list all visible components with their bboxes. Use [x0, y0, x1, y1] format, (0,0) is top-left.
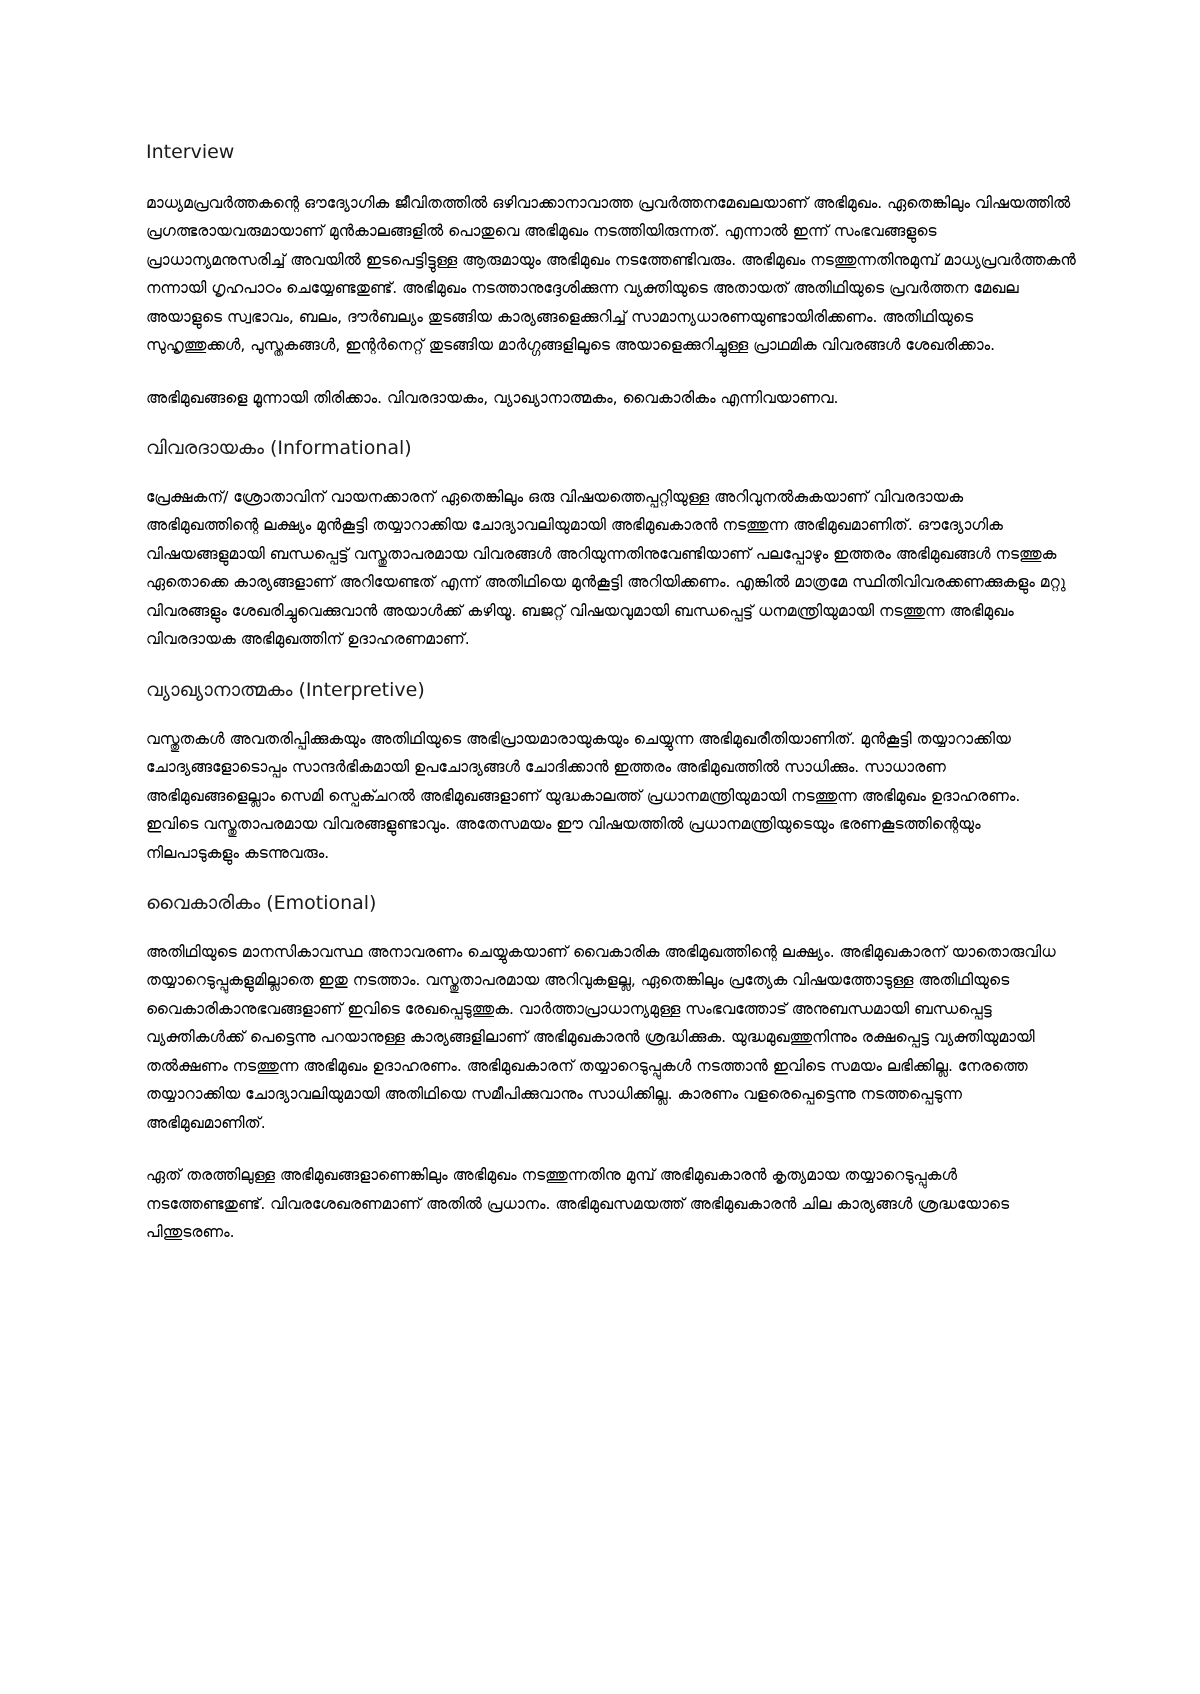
closing-paragraph: ഏത് തരത്തിലുള്ള അഭിമുഖങ്ങളാണെങ്കിലും അഭിമുഖം നടത്തുന്നതിനു മുമ്പ് അഭിമുഖകാരൻ കൃത്യമായ തയ്യാറെടുപ്പുകൾ നടത്തേണ്ടതുണ്ട്. വിവരശേഖരണമാണ് അതിൽ പ്രധാനം. അഭിമുഖസമയത്ത് അഭിമുഖകാരൻ ചില കാര്യങ്ങൾ ശ്രദ്ധയോടെ പിന്തുടരണം.	[146, 1166, 1010, 1242]
intro-paragraph: മാധ്യമപ്രവർത്തകന്റെ ഔദ്യോഗിക ജീവിതത്തിൽ ഒഴിവാക്കാനാവാത്ത പ്രവർത്തനമേഖലയാണ് അഭിമുഖം. ഏതെങ്കിലും വിഷയത്തിൽ പ്രഗത്ഭരായവരുമായാണ് മുൻകാലങ്ങളിൽ പൊതുവെ അഭിമുഖം നടത്തിയിരുന്നത്. എന്നാൽ ഇന്ന് സംഭവങ്ങളുടെ പ്രാധാന്യമനുസരിച്ച് അവയിൽ ഇടപെട്ടിട്ടുള്ള ആരുമായും അഭിമുഖം നടത്തേണ്ടിവരും. അഭിമുഖം നടത്തുന്നതിനുമുമ്പ് മാധ്യപ്രവർത്തകൻ നന്നായി ഗൃഹപാഠം ചെയ്യേണ്ടതുണ്ട്. അഭിമുഖം നടത്താനുദ്ദേശിക്കുന്ന വ്യക്തിയുടെ അതായത് അതിഥിയുടെ പ്രവർത്തന മേഖല അയാളുടെ സ്വഭാവം, ബലം, ദൗർബല്യം തുടങ്ങിയ കാര്യങ്ങളെക്കുറിച്ച് സാമാന്യധാരണയുണ്ടായിരിക്കണം. അതിഥിയുടെ സുഹൃത്തുക്കൾ, പുസ്തകങ്ങൾ, ഇന്റർനെറ്റ് തുടങ്ങിയ മാർഗ്ഗങ്ങളിലൂടെ അയാളെക്കുറിച്ചുള്ള പ്രാഥമിക വിവരങ്ങൾ ശേഖരിക്കാം.	[146, 193, 1076, 355]
section-body-informational: പ്രേക്ഷകന്/ ശ്രോതാവിന് വായനക്കാരന് ഏതെങ്കിലും ഒരു വിഷയത്തെപ്പറ്റിയുള്ള അറിവുനൽകുകയാണ് വിവരദായക അഭിമുഖത്തിന്റെ ലക്ഷ്യം മുൻകൂട്ടി തയ്യാറാക്കിയ ചോദ്യാവലിയുമായി അഭിമുഖകാരൻ നടത്തുന്ന അഭിമുഖമാണിത്. ഔദ്യോഗിക വിഷയങ്ങളുമായി ബന്ധപ്പെട്ട് വസ്തുതാപരമായ വിവരങ്ങൾ അറിയുന്നതിനുവേണ്ടിയാണ് പലപ്പോഴും ഇത്തരം അഭിമുഖങ്ങൾ നടത്തുക ഏതൊക്കെ കാര്യങ്ങളാണ് അറിയേണ്ടത് എന്ന് അതിഥിയെ മുൻകൂട്ടി അറിയിക്കണം. എങ്കിൽ മാത്രമേ സ്ഥിതിവിവരക്കണക്കുകളും മറ്റു വിവരങ്ങളും ശേഖരിച്ചുവെക്കുവാൻ അയാൾക്ക് കഴിയൂ. ബജറ്റ് വിഷയവുമായി ബന്ധപ്പെട്ട് ധനമന്ത്രിയുമായി നടത്തുന്ന അഭിമുഖം വിവരദായക അഭിമുഖത്തിന് ഉദാഹരണമാണ്.	[146, 487, 1066, 649]
types-paragraph: അഭിമുഖങ്ങളെ മൂന്നായി തിരിക്കാം. വിവരദായകം, വ്യാഖ്യാനാത്മകം, വൈകാരികം എന്നിവയാണവ.	[146, 388, 839, 407]
section-heading-informational: വിവരദായകം (Informational)	[146, 437, 412, 460]
section-body-emotional: അതിഥിയുടെ മാനസികാവസ്ഥ അനാവരണം ചെയ്യുകയാണ് വൈകാരിക അഭിമുഖത്തിന്റെ ലക്ഷ്യം. അഭിമുഖകാരന് യാതൊരുവിധ തയ്യാറെടുപ്പുകളുമില്ലാതെ ഇതു നടത്താം. വസ്തുതാപരമായ അറിവുകളല്ല, ഏതെങ്കിലും പ്രത്യേക വിഷയത്തോടുള്ള അതിഥിയുടെ വൈകാരികാനുഭവങ്ങളാണ് ഇവിടെ രേഖപ്പെടുത്തുക. വാർത്താപ്രാധാന്യമുള്ള സംഭവത്തോട് അനുബന്ധമായി ബന്ധപ്പെട്ട വ്യക്തികൾക്ക് പെട്ടെന്നു പറയാനുള്ള കാര്യങ്ങളിലാണ് അഭിമുഖകാരൻ ശ്രദ്ധിക്കുക. യുദ്ധമുഖത്തുനിന്നും രക്ഷപ്പെട്ട വ്യക്തിയുമായി തൽക്ഷണം നടത്തുന്ന അഭിമുഖം ഉദാഹരണം. അഭിമുഖകാരന് തയ്യാറെടുപ്പുകൾ നടത്താൻ ഇവിടെ സമയം ലഭിക്കില്ല. നേരത്തെ തയ്യാറാക്കിയ ചോദ്യാവലിയുമായി അതിഥിയെ സമീപിക്കുവാനും സാധിക്കില്ല. കാരണം വളരെപ്പെട്ടെന്നു നടത്തപ്പെടുന്ന അഭിമുഖമാണിത്.	[146, 942, 1056, 1132]
section-heading-emotional: വൈകാരികം (Emotional)	[146, 892, 377, 915]
section-heading-interpretive: വ്യാഖ്യാനാത്മകം (Interpretive)	[146, 678, 425, 701]
section-body-interpretive: വസ്തുതകൾ അവതരിപ്പിക്കുകയും അതിഥിയുടെ അഭിപ്രായമാരായുകയും ചെയ്യുന്ന അഭിമുഖരീതിയാണിത്. മുൻകൂട്ടി തയ്യാറാക്കിയ ചോദ്യങ്ങളോടൊപ്പം സാന്ദർഭികമായി ഉപചോദ്യങ്ങൾ ചോദിക്കാൻ ഇത്തരം അഭിമുഖത്തിൽ സാധിക്കും. സാധാരണ അഭിമുഖങ്ങളെല്ലാം സെമി സ്പെക്ചറൽ അഭിമുഖങ്ങളാണ് യുദ്ധകാലത്ത് പ്രധാനമന്ത്രിയുമായി നടത്തുന്ന അഭിമുഖം ഉദാഹരണം. ഇവിടെ വസ്തുതാപരമായ വിവരങ്ങളുണ്ടാവും. അതേസമയം ഈ വിഷയത്തിൽ പ്രധാനമന്ത്രിയുടെയും ഭരണകൂടത്തിന്റെയും നിലപാടുകളും കടന്നുവരും.	[146, 729, 1021, 862]
document-page	[146, 140, 1076, 1271]
document-title: Interview	[146, 141, 235, 163]
